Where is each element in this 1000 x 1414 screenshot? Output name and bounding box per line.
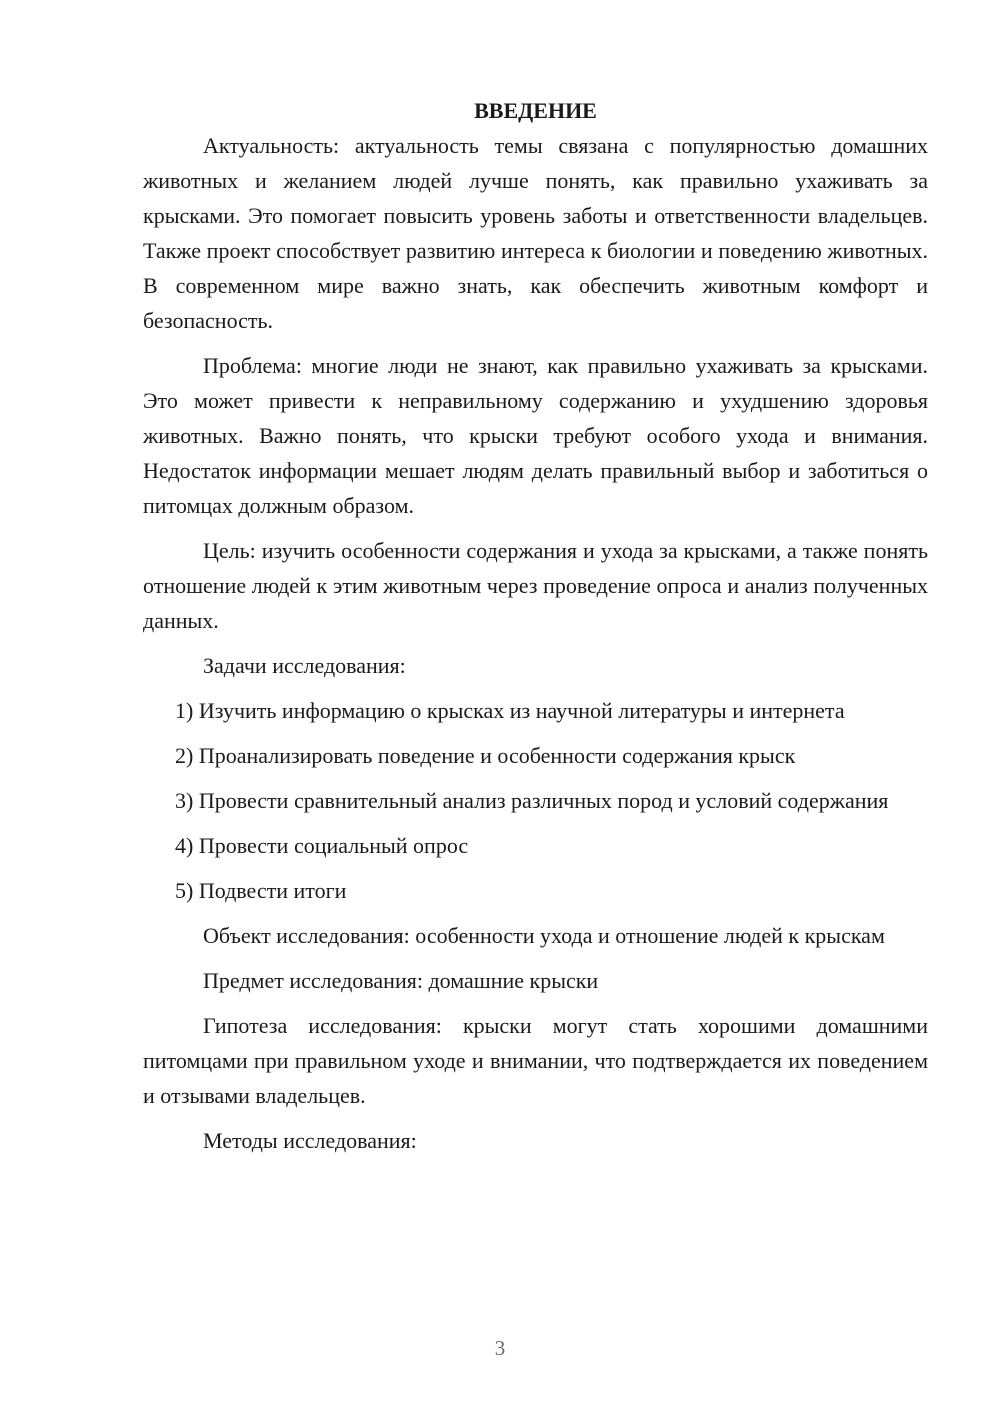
tasks-title: Задачи исследования: (203, 653, 406, 678)
task-item-3: 3) Провести сравнительный анализ различных пород и условий содержания (175, 788, 889, 813)
relevance-paragraph: Актуальность: актуальность темы связана с популярностью домашних животных и желанием людей лучше понять, как правильно ухаживать за крысками. Это помогает повысить уровень заботы и ответственности владельцев. Также проект способствует развитию интереса к биологии и поведению животных. В современном мире важно знать, как обеспечить животным комфорт и безопасность. (143, 133, 928, 333)
hypothesis-paragraph: Гипотеза исследования: крыски могут стать хорошими домашними питомцами при правильном уходе и внимании, что подтверждается их поведением и отзывами владельцев. (143, 1013, 928, 1108)
methods-title: Методы исследования: (203, 1128, 417, 1153)
task-item-2: 2) Проанализировать поведение и особенности содержания крыск (175, 743, 796, 768)
object-paragraph: Объект исследования: особенности ухода и отношение людей к крыскам (203, 923, 885, 948)
page-number: 3 (494, 1336, 506, 1360)
page-content (143, 93, 928, 1158)
task-item-1: 1) Изучить информацию о крысках из научной литературы и интернета (175, 698, 845, 723)
subject-paragraph: Предмет исследования: домашние крыски (203, 968, 599, 993)
task-item-5: 5) Подвести итоги (175, 878, 347, 903)
task-item-4: 4) Провести социальный опрос (175, 833, 469, 858)
section-heading: ВВЕДЕНИЕ (474, 98, 597, 123)
goal-paragraph: Цель: изучить особенности содержания и ухода за крысками, а также понять отношение людей к этим животным через проведение опроса и анализ полученных данных. (143, 538, 928, 633)
problem-paragraph: Проблема: многие люди не знают, как правильно ухаживать за крысками. Это может привести к неправильному содержанию и ухудшению здоровья животных. Важно понять, что крыски требуют особого ухода и внимания. Недостаток информации мешает людям делать правильный выбор и заботиться о питомцах должным образом. (143, 353, 928, 518)
